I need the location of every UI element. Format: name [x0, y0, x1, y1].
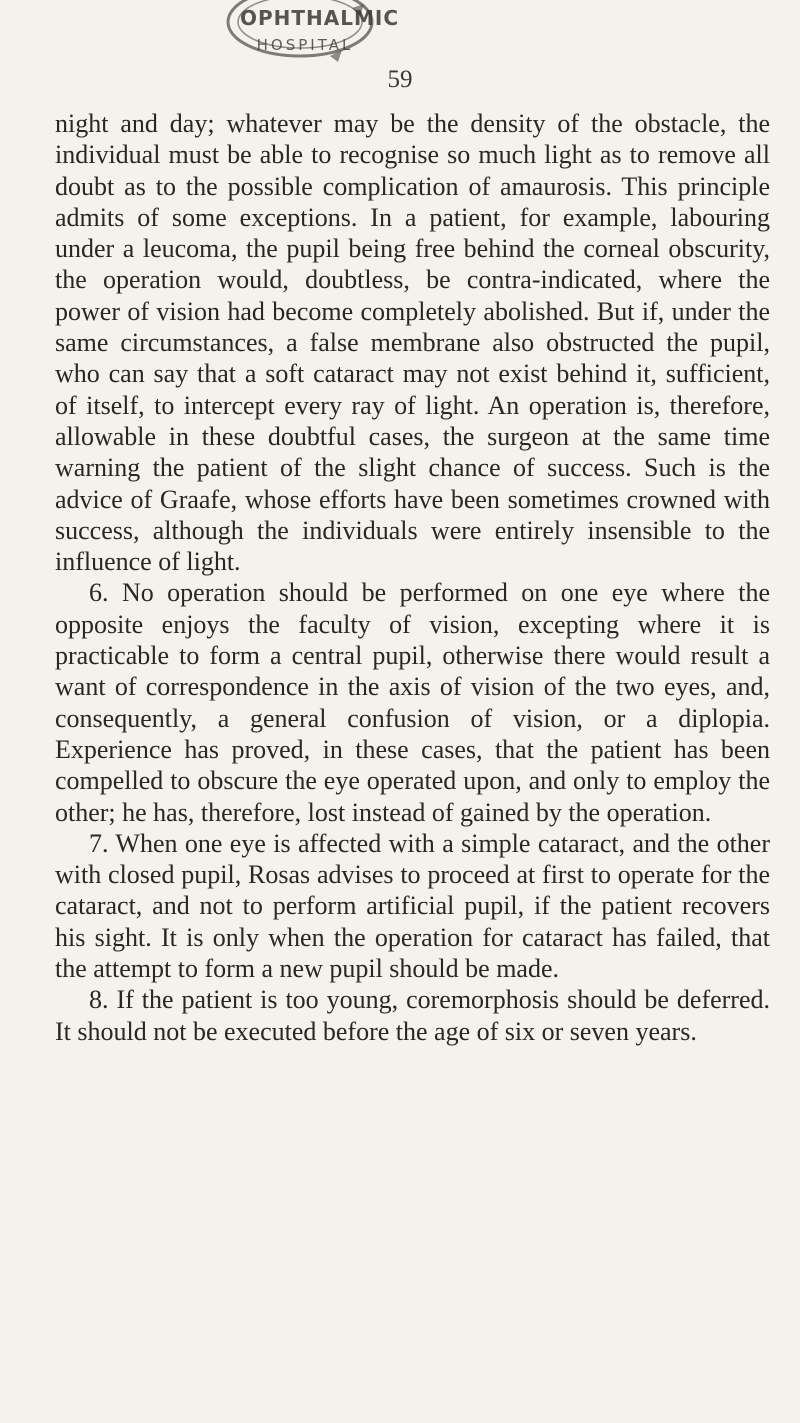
paragraph-rule-8: 8. If the patient is too young, coremorphosis should be deferred. It should not be executed before the age of six or seven years. [55, 985, 770, 1046]
body-text [55, 108, 770, 1047]
stamp-line-1: OPHTHALMIC [240, 6, 400, 30]
paragraph-rule-7: 7. When one eye is affected with a simple cataract, and the other with closed pupil, Rosas advises to proceed at first to operate for the cataract, and not to perform artificial pupil, if the patient recovers his sight. It is only when the operation for cataract has failed, that the attempt to form a new pupil should be made. [55, 828, 770, 984]
paragraph-continued: night and day; whatever may be the density of the obstacle, the individual must be able to recognise so much light as to remove all doubt as to the possible complication of amaurosis. This principle admits of some exceptions. In a patient, for example, labouring under a leucoma, the pupil being free behind the corneal obscurity, the operation would, doubtless, be contra-indicated, where the power of vision had become completely abolished. But if, under the same circumstances, a false membrane also obstructed the pupil, who can say that a soft cataract may not exist behind it, sufficient, of itself, to intercept every ray of light. An operation is, therefore, allowable in these doubtful cases, the surgeon at the same time warning the patient of the slight chance of success. Such is the advice of Graafe, whose efforts have been sometimes crowned with success, although the individuals were entirely insensible to the influence of light. [55, 109, 770, 577]
page-number: 59 [387, 66, 413, 93]
stamp-line-2: HOSPITAL [256, 36, 354, 54]
paragraph-rule-6: 6. No operation should be performed on one eye where the opposite enjoys the faculty of vision, excepting where it is practicable to form a central pupil, otherwise there would result a want of correspondence in the axis of vision of the two eyes, and, consequently, a general confusion of vision, or a diplopia. Experience has proved, in these cases, that the patient has been compelled to obscure the eye operated upon, and only to employ the other; he has, therefore, lost instead of gained by the operation. [55, 578, 770, 827]
library-stamp [222, 0, 400, 72]
